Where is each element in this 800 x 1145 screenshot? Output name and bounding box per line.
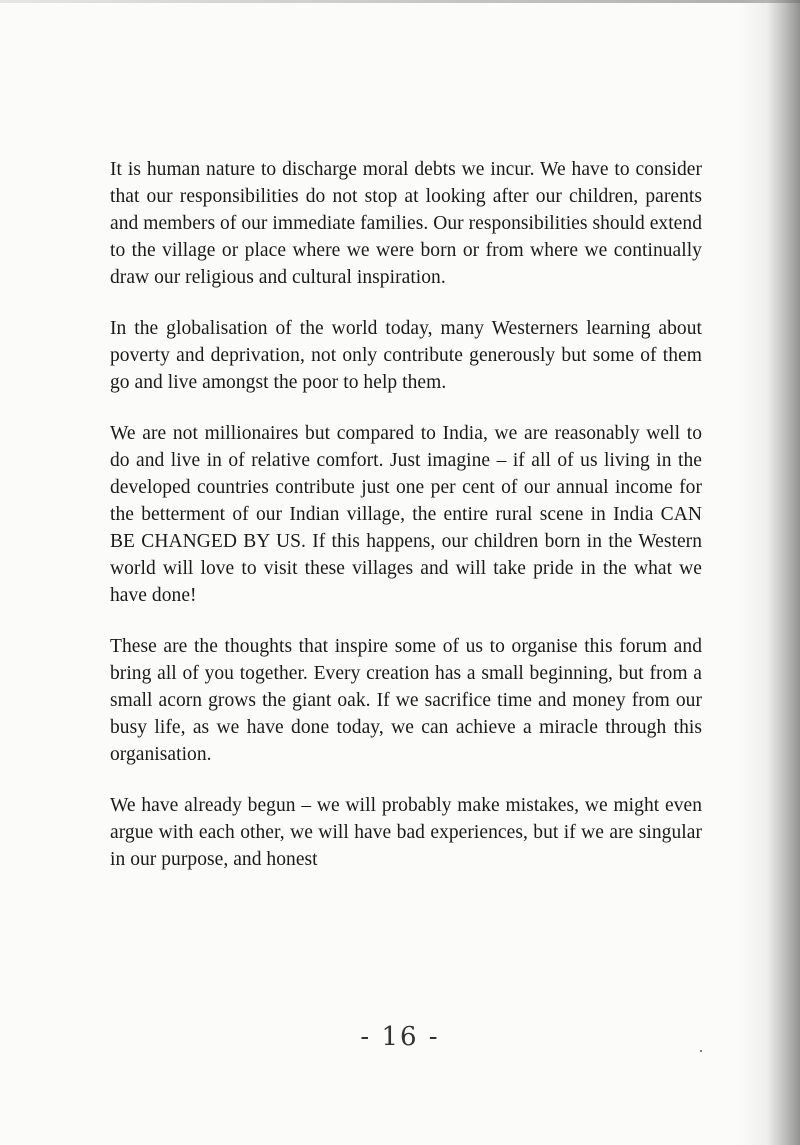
page-number: - 16 - bbox=[360, 1022, 440, 1052]
paragraph-3: We are not millionaires but compared to India, we are reasonably well to do and live in of relative comfort. Just imagine – if all of us living in the developed countries contribute just one per cent of our annual income for the betterment of our Indian village, the entire rural scene in India CAN BE CHANGED BY US. If this happens, our children born in the Western world will love to visit these villages and will take pride in the what we have done! bbox=[110, 423, 702, 606]
scan-edge-shadow bbox=[740, 0, 800, 1145]
paragraph-5: We have already begun – we will probably make mistakes, we might even argue with each other, we will have bad experiences, but if we are singular in our purpose, and honest bbox=[110, 795, 702, 870]
paragraph-1: It is human nature to discharge moral debts we incur. We have to consider that our responsibilities do not stop at looking after our children, parents and members of our immediate families. Our responsibilities should extend to the village or place where we were born or from where we continually draw our religious and cultural inspiration. bbox=[110, 159, 702, 288]
paragraph-4: These are the thoughts that inspire some of us to organise this forum and bring all of you together. Every creation has a small beginning, but from a small acorn grows the giant oak. If we sacrifice time and money from our busy life, as we have done today, we can achieve a miracle through this organisation. bbox=[110, 636, 702, 765]
scan-top-edge bbox=[0, 0, 800, 3]
body-text bbox=[110, 156, 702, 897]
scan-speck bbox=[700, 1050, 702, 1052]
paragraph-2: In the globalisation of the world today, many Westerners learning about poverty and deprivation, not only contribute generously but some of them go and live amongst the poor to help them. bbox=[110, 318, 702, 393]
